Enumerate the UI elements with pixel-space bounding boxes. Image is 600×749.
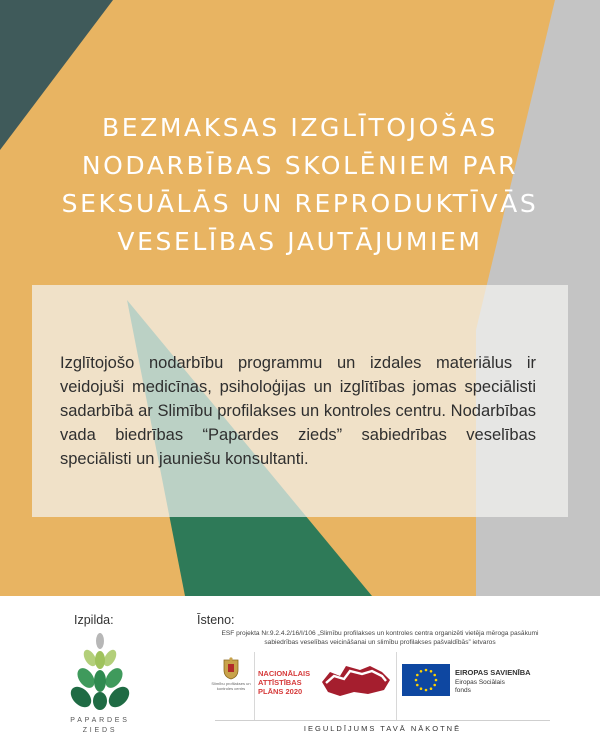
esf-note-line: ESF projekta Nr.9.2.4.2/16/I/106 „Slimību profilakses un kontroles centra organizēti vietēja mēroga pasākumi bbox=[221, 630, 539, 637]
title-line: NODARBĪBAS SKOLĒNIEM PAR bbox=[81, 150, 519, 180]
coat-of-arms-icon bbox=[210, 656, 252, 680]
description-card bbox=[32, 285, 568, 517]
separator bbox=[254, 652, 255, 720]
logo-text-line2: ZIEDS bbox=[82, 727, 118, 734]
esf-project-note bbox=[210, 630, 550, 647]
nap-line: NACIONĀLAIS bbox=[258, 669, 311, 678]
slogan: IEGULDĪJUMS TAVĀ NĀKOTNĒ bbox=[303, 724, 462, 733]
footer-divider bbox=[215, 720, 550, 721]
eu-subtitle-line: fonds bbox=[455, 687, 471, 694]
eu-flag-icon bbox=[402, 664, 450, 696]
poster-title bbox=[40, 109, 560, 261]
fern-flower-icon bbox=[60, 630, 140, 710]
nap-line: ATTĪSTĪBAS bbox=[258, 678, 302, 687]
eu-subtitle bbox=[455, 679, 505, 695]
eu-title: EIROPAS SAVIENĪBA bbox=[455, 668, 531, 677]
spkc-logo bbox=[210, 656, 252, 716]
eu-subtitle-line: Eiropas Sociālais bbox=[455, 679, 505, 686]
title-line: VESELĪBAS JAUTĀJUMIEM bbox=[117, 226, 483, 256]
logo-text-line1: PAPARDES bbox=[70, 717, 130, 724]
spkc-caption: Slimību profilakses un kontroles centrs bbox=[211, 681, 251, 691]
esf-note-line: sabiedrības veselības veicināšanai un slimību profilakses pašvaldībās” ietvaros bbox=[264, 638, 496, 646]
footer bbox=[0, 596, 600, 749]
nap2020-logo bbox=[258, 669, 310, 696]
isteno-label: Īsteno: bbox=[197, 613, 235, 627]
title-line: BEZMAKSAS IZGLĪTOJOŠAS bbox=[101, 112, 499, 142]
title-line: SEKSUĀLĀS UN REPRODUKTĪVĀS bbox=[61, 188, 539, 218]
description-text: Izglītojošo nodarbību programmu un izdales materiālus ir veidojuši medicīnas, psiholoģijas un izglītības jomas speciālisti sadarbībā ar Slimību profilakses un kontroles centru. Nodarbības vada biedrības “Papardes zieds” sabiedrības veselības speciālisti un jauniešu konsultanti. bbox=[60, 354, 536, 468]
nap-line: PLĀNS 2020 bbox=[258, 687, 303, 696]
papardes-zieds-logo bbox=[60, 630, 140, 740]
izpilda-label: Izpilda: bbox=[74, 613, 114, 627]
latvia-map-icon bbox=[320, 662, 392, 700]
separator bbox=[396, 652, 397, 720]
